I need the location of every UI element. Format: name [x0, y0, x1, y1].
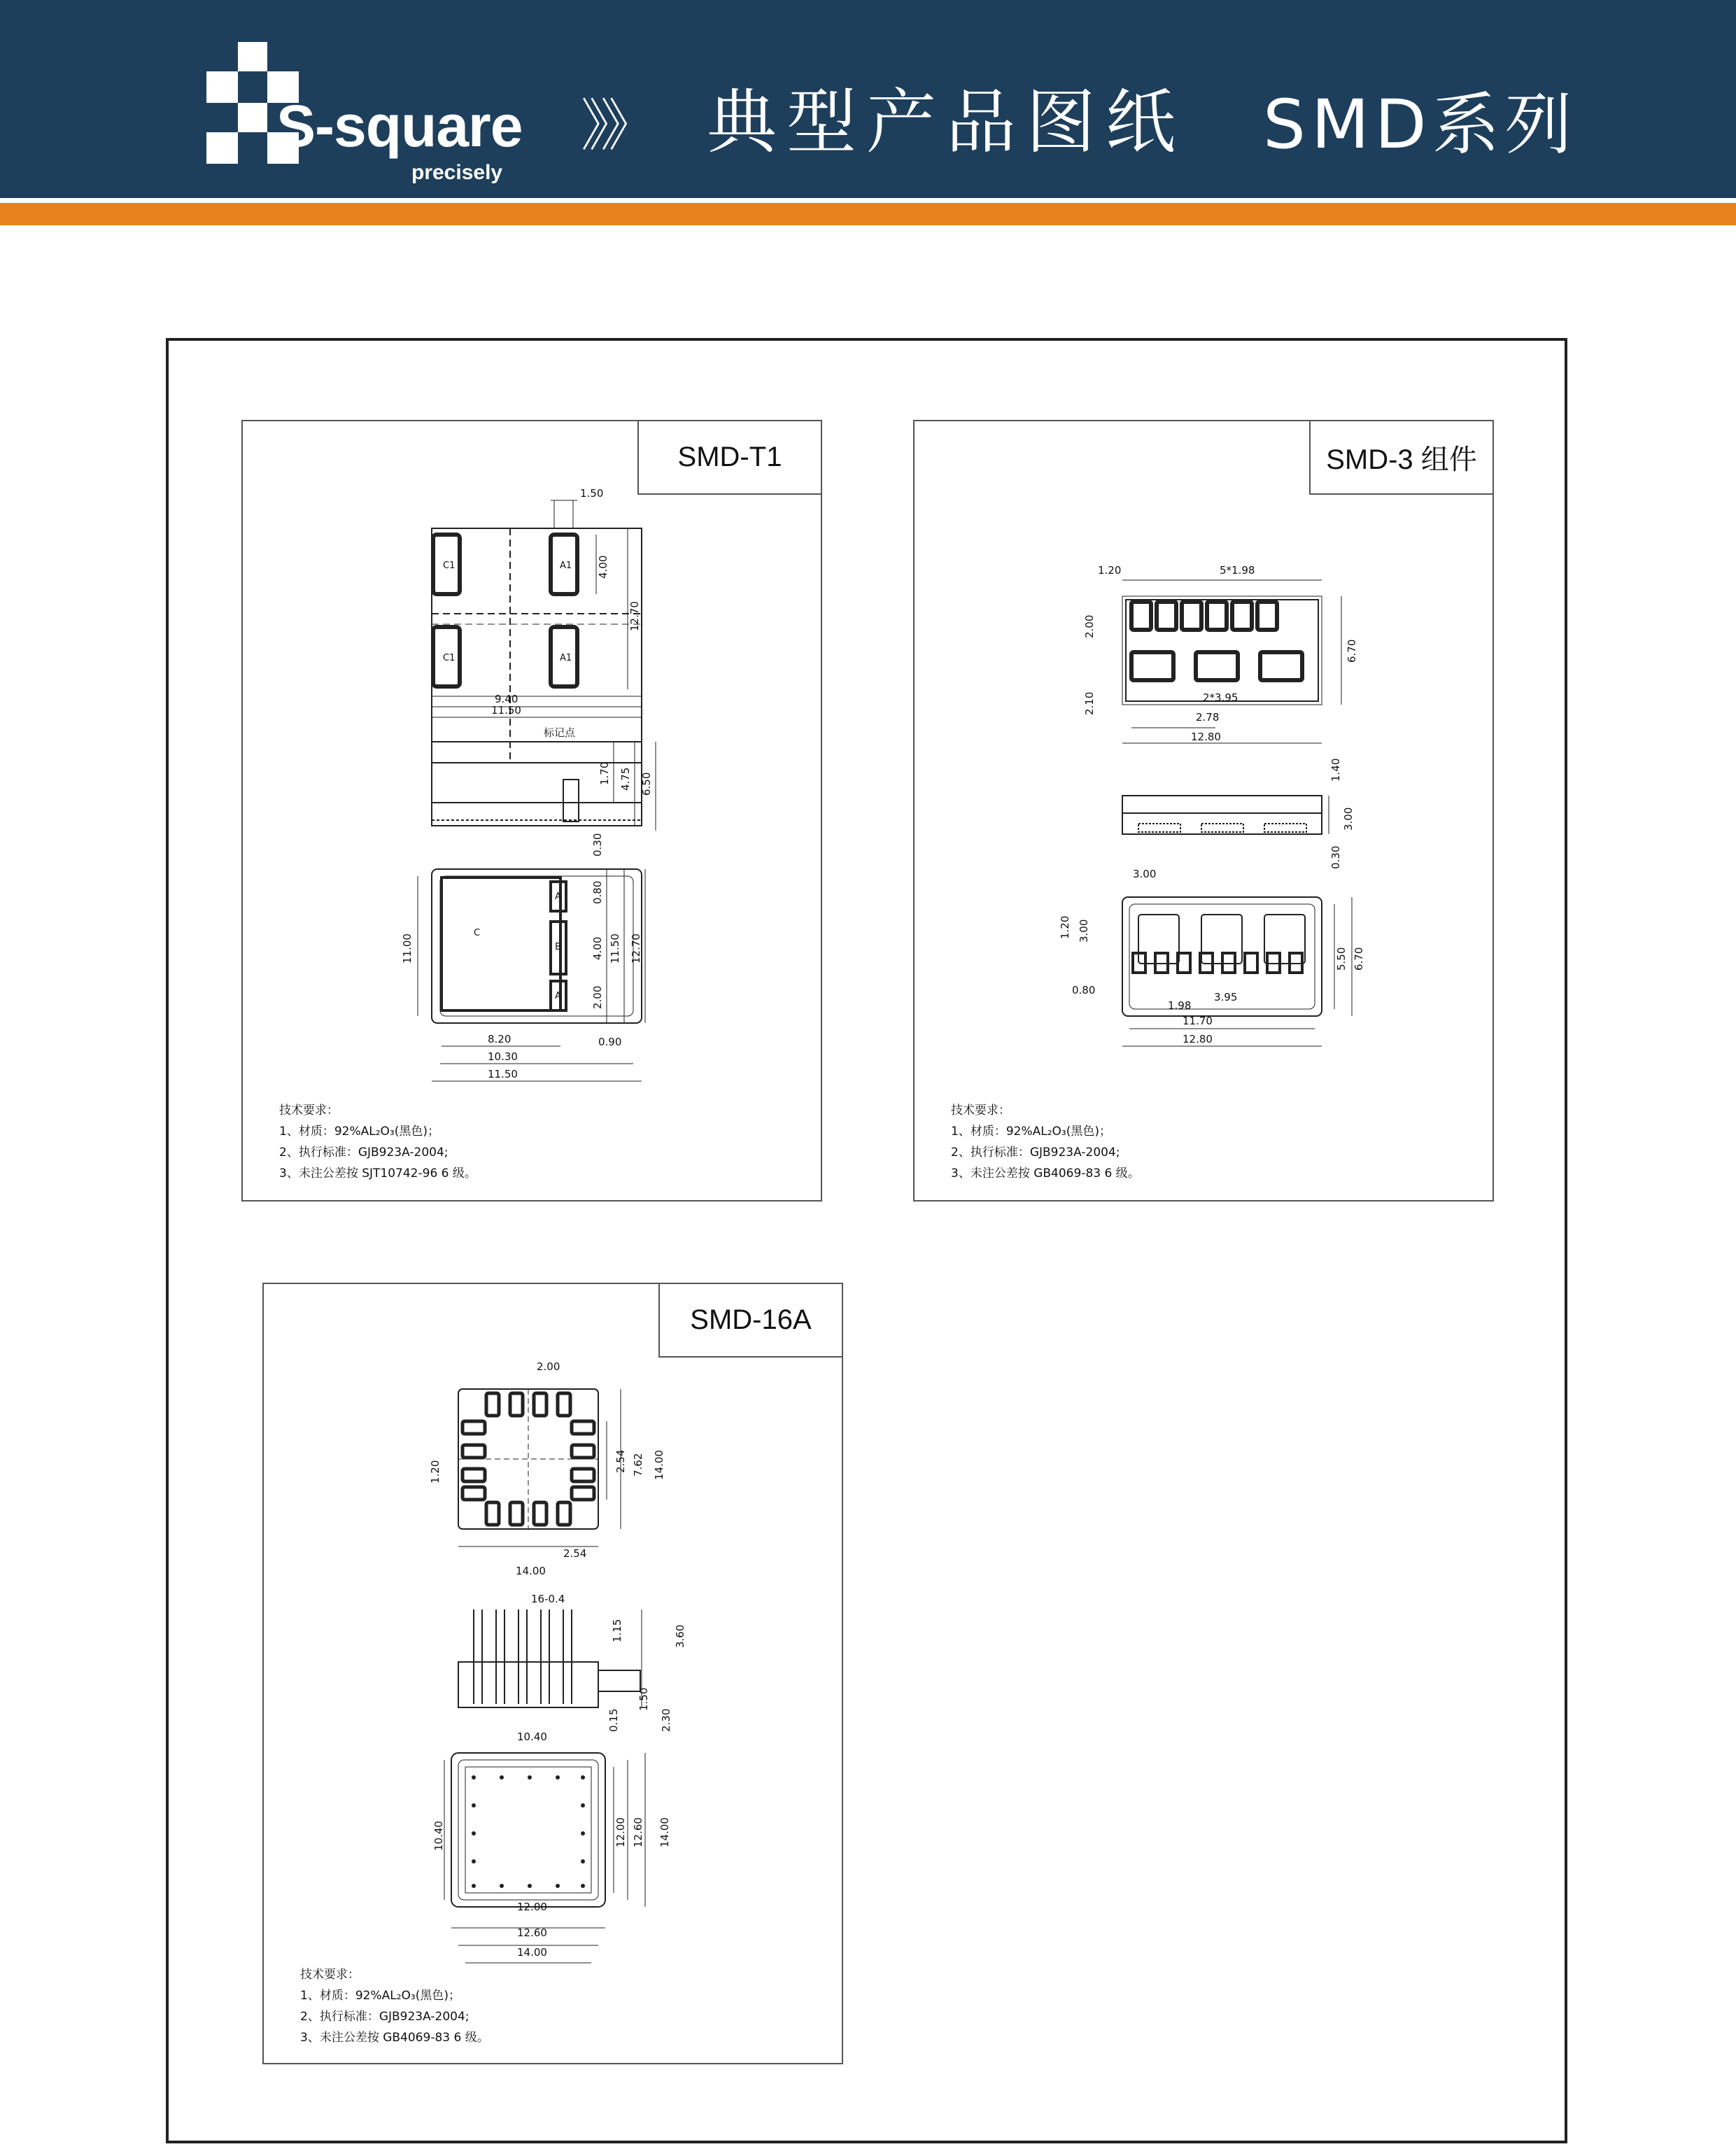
pad-label: A: [555, 991, 561, 1001]
dimension: 12.60: [517, 1926, 547, 1939]
dimension: 14.00: [516, 1565, 546, 1577]
note-line: 1、材质：92%AL₂O₃(黑色)；: [279, 1125, 439, 1139]
note-line: 1、材质：92%AL₂O₃(黑色)；: [951, 1125, 1111, 1139]
dimension: 2*3.95: [1203, 691, 1239, 704]
dimension: 3.00: [1133, 868, 1157, 880]
dimension: 2.54: [563, 1547, 587, 1560]
dimension: 2.00: [537, 1360, 560, 1373]
dimension: 2.78: [1196, 711, 1220, 724]
dimension: 11.70: [1183, 1015, 1213, 1027]
dimension: 1.15: [611, 1619, 623, 1642]
pad-label: A1: [560, 653, 572, 663]
dimension: 2.30: [660, 1708, 672, 1732]
dimension: 6.70: [1346, 639, 1358, 663]
dimension: 2.00: [1083, 614, 1096, 638]
note-heading: 技术要求：: [951, 1104, 1010, 1118]
dimension: 12.00: [614, 1817, 627, 1847]
note-line: 2、执行标准：GJB923A-2004;: [279, 1146, 449, 1160]
dimension: 12.70: [630, 933, 642, 964]
smd-16a-drawing: [264, 1284, 845, 2066]
dimension: 8.20: [488, 1033, 511, 1045]
dimension: 12.70: [628, 601, 641, 631]
dimension: 6.50: [640, 772, 653, 796]
pad-label: A1: [560, 561, 572, 571]
dimension: 5*1.98: [1220, 564, 1255, 577]
smd-t1-drawing: [243, 421, 824, 1203]
dimension: 6.70: [1353, 947, 1365, 971]
dimension: 1.20: [1098, 564, 1122, 577]
dimension: 7.62: [632, 1453, 644, 1477]
dimension: 4.00: [591, 936, 604, 960]
note-line: 2、执行标准：GJB923A-2004;: [951, 1146, 1120, 1160]
dimension: 1.50: [637, 1687, 650, 1711]
panel-label: SMD-T1: [637, 421, 821, 495]
dimension: 4.75: [619, 767, 632, 791]
accent-stripe: [0, 203, 1736, 225]
page-title: 典型产品图纸: [707, 81, 1185, 163]
dimension: 9.40: [495, 693, 518, 705]
dimension: 11.00: [401, 933, 414, 964]
dimension: 0.15: [607, 1708, 620, 1732]
note-line: 3、未注公差按 GB4069-83 6 级。: [951, 1167, 1140, 1181]
dimension: 5.50: [1335, 947, 1348, 971]
dimension: 14.00: [658, 1817, 671, 1847]
dimension: 10.40: [432, 1821, 445, 1851]
tech-notes: [279, 1100, 477, 1184]
dimension: 12.00: [517, 1901, 547, 1913]
dimension: 10.30: [488, 1050, 518, 1063]
header-banner: [0, 0, 1736, 198]
dimension: 11.50: [491, 704, 521, 717]
dimension: 12.80: [1191, 731, 1221, 743]
panel-smd-t1: [241, 420, 822, 1202]
pad-label: C1: [443, 653, 456, 663]
note-heading: 技术要求：: [279, 1104, 339, 1118]
dimension: 1.50: [580, 487, 604, 500]
dimension: 0.80: [591, 880, 604, 904]
tech-notes: [300, 1964, 489, 2048]
dimension: 1.20: [429, 1460, 442, 1484]
note-heading: 技术要求：: [300, 1968, 360, 1982]
note-line: 3、未注公差按 SJT10742-96 6 级。: [279, 1167, 477, 1181]
dimension: 2.00: [591, 985, 604, 1009]
dimension: 11.50: [609, 933, 621, 964]
pad-label: B: [555, 942, 561, 952]
dimension: 14.00: [517, 1946, 547, 1959]
note-line: 3、未注公差按 GB4069-83 6 级。: [300, 2031, 489, 2045]
note-line: 1、材质：92%AL₂O₃(黑色)；: [300, 1989, 460, 2003]
pad-label: C1: [443, 561, 456, 571]
chevrons-icon: 》》: [581, 93, 648, 158]
dimension: 3.60: [674, 1624, 686, 1648]
panel-label: SMD-3 组件: [1309, 421, 1492, 495]
brand-name: S-square: [276, 93, 523, 159]
dimension: 0.30: [591, 833, 604, 857]
dimension: 14.00: [653, 1450, 665, 1480]
smd-3-drawing: [915, 421, 1495, 1203]
brand-tagline: precisely: [411, 161, 503, 184]
dimension: 12.60: [632, 1817, 644, 1847]
dimension: 12.80: [1183, 1033, 1213, 1045]
pad-label: A: [555, 892, 561, 902]
panel-smd-16a: [262, 1283, 843, 2064]
dimension: 1.70: [598, 761, 611, 785]
dimension: 10.40: [517, 1731, 547, 1743]
series-title: SMD系列: [1263, 85, 1578, 164]
dimension: 1.98: [1168, 999, 1192, 1012]
pad-label: C: [474, 928, 481, 938]
note-line: 2、执行标准：GJB923A-2004;: [300, 2010, 470, 2024]
dimension: 标记点: [544, 726, 576, 739]
panel-label: SMD-16A: [658, 1284, 842, 1358]
dimension: 2.54: [614, 1449, 627, 1473]
dimension: 4.00: [597, 555, 609, 579]
dimension: 1.40: [1329, 758, 1342, 782]
dimension: 0.30: [1329, 845, 1342, 869]
dimension: 1.20: [1059, 915, 1071, 939]
dimension: 0.90: [598, 1036, 622, 1048]
dimension: 3.00: [1342, 807, 1355, 831]
panel-smd-3: [913, 420, 1494, 1202]
dimension: 16-0.4: [531, 1593, 565, 1605]
tech-notes: [951, 1100, 1140, 1184]
dimension: 0.80: [1072, 984, 1096, 996]
dimension: 2.10: [1083, 691, 1096, 715]
dimension: 11.50: [488, 1068, 518, 1080]
dimension: 3.00: [1078, 919, 1090, 943]
dimension: 3.95: [1214, 991, 1238, 1003]
